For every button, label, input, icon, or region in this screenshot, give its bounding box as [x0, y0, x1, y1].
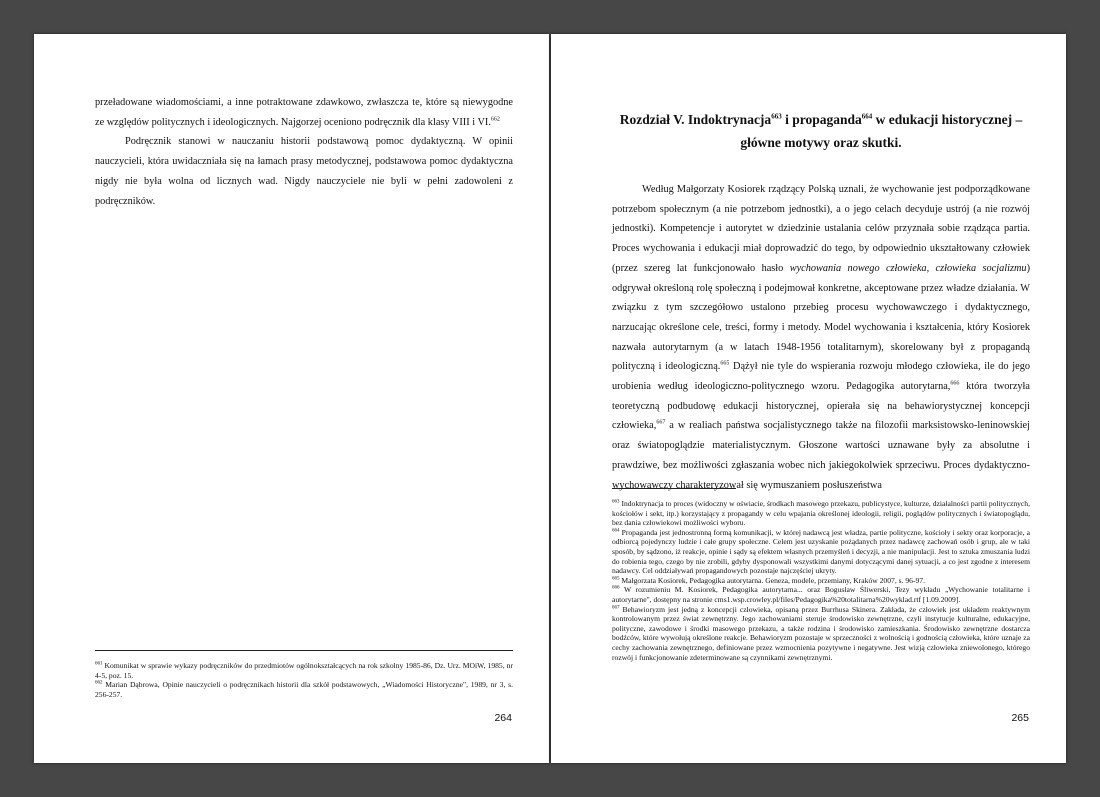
paragraph: Podręcznik stanowi w nauczaniu historii podstawową pomoc dydaktyczną. W opinii nauczycieli, która uwidaczniała się na łamach prasy metodycznej, podstawowa pomoc dydaktyczna nigdy nie była wolna od licznych wad. Nigdy nauczyciele nie byli w pełni zadowoleni z podręczników. — [95, 136, 513, 207]
footnote-number: 664 — [612, 528, 620, 534]
footnote — [612, 605, 1030, 663]
paragraph-text: przeładowane wiadomościami, a inne potraktowane zdawkowo, zwłaszcza te, które są niewygodne ze względów politycznych i ideologicznych. Najgorzej oceniono podręcznik dla klasy VIII i VI. — [95, 97, 513, 128]
paragraph — [95, 93, 513, 132]
footnote — [95, 661, 513, 680]
footnote-number: 662 — [95, 680, 103, 686]
footnote-ref[interactable]: 665 — [720, 360, 730, 367]
footnote — [612, 499, 1030, 528]
footnote-text: Propaganda jest jednostronną formą komunikacji, w której nadawcą jest władza, partie polityczne, kościoły i sekty oraz korporacje, a odbiorcą pojedynczy ludzie i całe grupy społeczne. Celem jest uzyskanie pożądanych przez nadawcę zachowań osób i grup, ale w taki sposób, by sądzono, iż reakcje, opinie i sądy są efektem własnych przemyśleń i decyzji, a nie manipulacji. Jest to sztuka zmuszania ludzi do robienia tego, czego by nie zrobili, gdyby dysponowali wszystkimi danymi dotyczącymi danej sytuacji, a co jest zgodne z interesem nadawcy. Cel oddziaływań propagandowych pozostaje najczęściej ukryty. — [612, 527, 1030, 576]
footnote-ref[interactable]: 667 — [656, 420, 666, 427]
footnote-text: Komunikat w sprawie wykazy podręczników do przedmiotów ogólnokształcących na rok szkolny 1985-86, Dz. Urz. MOiW, 1985, nr 4-5, poz. 15. — [95, 661, 513, 680]
chapter-title — [601, 108, 1041, 154]
paragraph-text: Według Małgorzaty Kosiorek rządzący Polską uznali, że wychowanie jest podporządkowane potrzebom społecznym (a nie potrzebom jednostki), a o jego celach decyduje ustrój (a nie rozwój jednostki). Kompetencje i autorytet w dziedzinie ustalania celów przyznała sobie rządząca partia. Proces wychowania i edukacji miał doprowadzić do tego, by odpowiednio ukształtowany człowiek (przez szereg lat funkcjonowało hasło — [612, 184, 1030, 274]
footnote-text: Małgorzata Kosiorek, Pedagogika autorytarna. Geneza, modele, przemiany, Kraków 2007, s. 96-97. — [621, 575, 925, 585]
paragraph — [612, 180, 1030, 495]
footnote-ref[interactable]: 663 — [771, 112, 782, 121]
paragraph-text: Dążył nie tyle do wspierania rozwoju młodego człowieka, ile do jego urobienia według ideologiczno-politycznego wzoru. Pedagogika autorytarna, — [612, 361, 1030, 393]
footnote-text: Behawioryzm jest jedną z koncepcji człowieka, opisaną przez Burrhusa Skinera. Zakłada, że człowiek jest układem reaktywnym kontrolowanym przez świat zewnętrzny. Jego zachowaniami steruje środowisko zewnętrzne, czyli instytucje kulturalne, edukacyjne, polityczne, zawodowe i środki masowego przekazu, a także rodzina i środowisko zamieszkania. Środowisko zewnętrzne dostarcza bodźców, które wywołują określone reakcje. Behawioryzm pozostaje w sprzeczności z wolnością i godnością człowieka, które uznaje za cechy zachowania zewnętrznego, definiowane przez wzmocnienia pozytywne i negatywne. Jest wizją człowieka zniewolonego, którego rozwój i funkcjonowanie zdeterminowane są czynnikami zewnętrznymi. — [612, 604, 1030, 662]
italic-phrase: wychowania nowego człowieka, człowieka socjalizmu — [789, 262, 1027, 274]
footnote-ref[interactable]: 664 — [861, 112, 873, 121]
paragraph-text: która tworzyła teoretyczną podbudowę edukacji historycznej, opierała się na behawiorystycznej koncepcji człowieka, — [612, 381, 1030, 432]
title-text: i propaganda — [781, 112, 862, 127]
footnote-text: Marian Dąbrowa, Opinie nauczycieli o podręcznikach historii dla szkół podstawowych, „Wiadomości Historyczne", 1989, nr 3, s. 256-257. — [95, 680, 513, 699]
footnote-ref[interactable]: 666 — [950, 380, 960, 387]
title-text: Rozdział V. Indoktrynacja — [619, 112, 772, 127]
page-number: 265 — [1011, 712, 1029, 724]
footnotes — [612, 499, 1030, 662]
footnotes — [95, 661, 513, 699]
paragraph-text: ) odgrywał określoną rolę społeczną i podejmował konkretne, akceptowane przez władze działania. W związku z tym szczegółowo ustalono przebieg procesu wychowawczego i dydaktycznego, narzucając określone cele, treści, formy i metody. Model wychowania i kształcenia, który Kosiorek nazwała autorytarnym (a w latach 1948-1956 totalitarnym), skorelowany był z propagandą polityczną i ideologiczną. — [612, 262, 1030, 373]
footnote-number: 661 — [95, 661, 103, 667]
footnote-number: 667 — [612, 605, 620, 610]
page-265 — [551, 34, 1066, 763]
title-text: w edukacji historycznej – główne motywy oraz skutki. — [740, 112, 1023, 150]
footnote — [612, 528, 1030, 576]
footnote — [612, 576, 1030, 586]
footnote — [95, 680, 513, 699]
footnote-separator — [612, 488, 736, 489]
footnote-number: 666 — [612, 585, 620, 591]
page-264 — [34, 34, 549, 763]
body-text — [612, 180, 1030, 495]
footnote — [612, 585, 1030, 604]
footnote-separator — [95, 650, 513, 651]
footnote-ref[interactable]: 662 — [490, 116, 500, 123]
footnote-text: Indoktrynacja to proces (widoczny w oświacie, środkach masowego przekazu, publicystyce, kulturze, działalności partii politycznych, kościołów i sekt, itp.) korzystający z propagandy w celu wpajania określonej ideologii, religii, poglądów politycznych i światopoglądu, bez dania człowiekowi możliwości wyboru. — [612, 499, 1030, 528]
page-number: 264 — [494, 712, 512, 724]
footnote-number: 663 — [612, 499, 620, 505]
footnote-number: 665 — [612, 576, 620, 582]
body-text — [95, 93, 513, 211]
paragraph-text: a w realiach państwa socjalistycznego także na filozofii marksistowsko-leninowskiej oraz światopoglądzie materialistycznym. Głoszone wartości uznawane były za absolutne i prawdziwe, bez możliwości zgłaszania wobec nich jakiegokolwiek sprzeciwu. Proces dydaktyczno-wychowawczy charakteryzował się wymuszaniem posłuszeństwa — [612, 420, 1030, 491]
footnote-text: W rozumieniu M. Kosiorek, Pedagogika autorytarna... oraz Bogusław Śliwerski, Tezy wykładu „Wychowanie totalitarne i autorytarne", dostępny na stronie cms1.wsp.crowley.pl/files/Pedagogika%20totalitarna%20wyklad.rtf [1.09.2009]. — [612, 585, 1031, 604]
